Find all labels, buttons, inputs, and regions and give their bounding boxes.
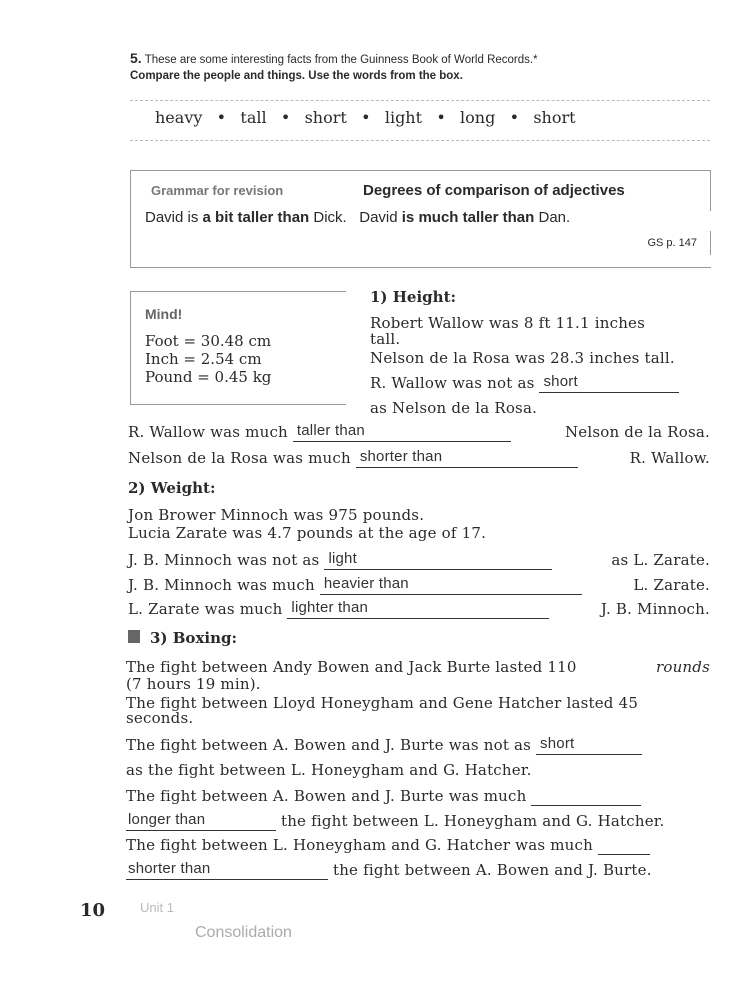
grammar-title: Degrees of comparison of adjectives	[363, 182, 625, 199]
grammar-ex2-b: is much taller than	[401, 209, 535, 226]
grammar-box	[130, 170, 711, 268]
boxing-fact-1b: (7 hours 19 min).	[126, 675, 261, 693]
boxing-sentence-2	[126, 787, 641, 806]
weight-s1-blank[interactable]	[324, 551, 552, 570]
word-separator: •	[509, 108, 520, 127]
boxing-s2-continuation	[126, 812, 665, 831]
boxing-fact-2	[126, 694, 710, 712]
boxing-s1-blank[interactable]	[536, 736, 642, 755]
unit-label: Unit 1	[140, 900, 174, 915]
boxing-marker-icon	[128, 630, 140, 643]
height-s2-end: Nelson de la Rosa.	[564, 423, 710, 441]
height-s2-text: R. Wallow was much	[128, 423, 288, 441]
grammar-ex1-c: Dick.	[309, 209, 347, 226]
word-short-2: short	[533, 108, 576, 127]
boxing-s2-text: The fight between A. Bowen and J. Burte was much	[126, 787, 527, 805]
word-long: long	[460, 108, 496, 127]
grammar-label: Grammar for revision	[151, 183, 284, 198]
weight-s2-answer: heavier than	[323, 575, 409, 592]
boxing-s3-text: The fight between L. Honeygham and G. Hatcher was much	[126, 836, 593, 854]
boxing-s3-blank[interactable]	[126, 861, 328, 880]
height-s1-answer: short	[543, 373, 578, 390]
height-s3-answer: shorter than	[359, 448, 443, 465]
height-s2-blank[interactable]	[293, 423, 511, 442]
height-sentence-3	[128, 449, 710, 468]
weight-s3-end: J. B. Minnoch.	[600, 600, 710, 618]
weight-fact-1: Jon Brower Minnoch was 975 pounds.	[128, 506, 425, 524]
weight-sentence-1	[128, 551, 710, 570]
height-fact-1b: tall.	[370, 330, 401, 348]
boxing-fact-1	[126, 658, 710, 676]
boxing-sentence-1	[126, 736, 642, 755]
word-separator: •	[216, 108, 227, 127]
boxing-s2-end: the fight between L. Honeygham and G. Hatcher.	[280, 812, 665, 830]
boxing-s2-answer: longer than	[128, 811, 206, 828]
weight-s2-blank[interactable]	[320, 576, 582, 595]
height-s3-blank[interactable]	[356, 449, 578, 468]
weight-s3-blank[interactable]	[287, 600, 549, 619]
mind-line-inch: Inch = 2.54 cm	[145, 350, 262, 368]
height-s1-text: R. Wallow was not as	[370, 374, 535, 392]
word-separator: •	[436, 108, 446, 127]
word-short: short	[304, 108, 347, 127]
grammar-reference: GS p. 147	[647, 237, 697, 249]
instruction-line-1: These are some interesting facts from the Guinness Book of World Records.*	[144, 54, 538, 66]
weight-heading: 2) Weight:	[128, 479, 216, 497]
height-s3-text: Nelson de la Rosa was much	[128, 449, 351, 467]
mind-line-pound: Pound = 0.45 kg	[145, 368, 272, 386]
exercise-instructions	[130, 50, 710, 84]
word-heavy: heavy	[155, 108, 203, 127]
boxing-s2-blank[interactable]	[126, 812, 276, 831]
height-fact-2: Nelson de la Rosa was 28.3 inches tall.	[370, 349, 675, 367]
grammar-ex1-b: a bit taller than	[202, 209, 310, 226]
grammar-ex2-c: Dan.	[534, 209, 571, 226]
weight-s1-text: J. B. Minnoch was not as	[128, 551, 320, 569]
word-box	[130, 100, 710, 140]
boxing-fact-1-text: The fight between Andy Bowen and Jack Burte lasted 110	[126, 658, 577, 676]
boxing-fact-2b: seconds.	[126, 709, 194, 727]
grammar-ex1-a: David is	[145, 209, 203, 226]
grammar-ex2-a: David	[359, 209, 402, 226]
boxing-fact-1-rounds: rounds	[655, 658, 710, 676]
height-sentence-1	[370, 374, 679, 393]
boxing-s3-answer: shorter than	[128, 860, 211, 877]
mind-box	[130, 291, 346, 405]
mind-line-foot: Foot = 30.48 cm	[145, 332, 272, 350]
exercise-number: 5.	[130, 50, 142, 66]
word-separator: •	[361, 108, 371, 127]
height-fact-1: Robert Wallow was 8 ft 11.1 inches	[370, 314, 646, 332]
weight-sentence-3	[128, 600, 710, 619]
mind-title: Mind!	[145, 306, 183, 322]
boxing-s2-blank-end	[531, 787, 641, 806]
weight-s2-text: J. B. Minnoch was much	[128, 576, 315, 594]
height-s1-blank[interactable]	[539, 374, 679, 393]
word-tall: tall	[240, 108, 267, 127]
weight-s1-end: as L. Zarate.	[611, 551, 710, 569]
weight-s1-answer: light	[328, 550, 357, 567]
boxing-s1-text: The fight between A. Bowen and J. Burte was not as	[126, 736, 532, 754]
instruction-line-2: Compare the people and things. Use the words from the box.	[130, 70, 463, 82]
height-s3-end: R. Wallow.	[629, 449, 710, 467]
weight-sentence-2	[128, 576, 710, 595]
boxing-s3-continuation	[126, 861, 652, 880]
weight-s3-answer: lighter than	[291, 599, 369, 616]
boxing-fact-2-text: The fight between Lloyd Honeygham and Gene Hatcher lasted 45	[126, 694, 639, 712]
boxing-s1-answer: short	[540, 735, 575, 752]
height-s1-continuation: as Nelson de la Rosa.	[370, 399, 538, 417]
boxing-s3-blank-end	[598, 836, 650, 855]
weight-s3-text: L. Zarate was much	[128, 600, 283, 618]
boxing-s3-end: the fight between A. Bowen and J. Burte.	[332, 861, 652, 879]
section-label: Consolidation	[195, 924, 292, 941]
word-light: light	[384, 108, 423, 127]
height-heading: 1) Height:	[370, 288, 457, 306]
weight-fact-2: Lucia Zarate was 4.7 pounds at the age of 17.	[128, 524, 487, 542]
word-separator: •	[280, 108, 291, 127]
weight-s2-end: L. Zarate.	[633, 576, 710, 594]
page-number: 10	[80, 900, 106, 921]
grammar-examples	[145, 209, 570, 226]
boxing-s1-continuation: as the fight between L. Honeygham and G. Hatcher.	[126, 761, 532, 779]
boxing-sentence-3	[126, 836, 650, 855]
height-s2-answer: taller than	[296, 422, 365, 439]
height-sentence-2	[128, 423, 710, 442]
boxing-heading: 3) Boxing:	[150, 629, 238, 647]
